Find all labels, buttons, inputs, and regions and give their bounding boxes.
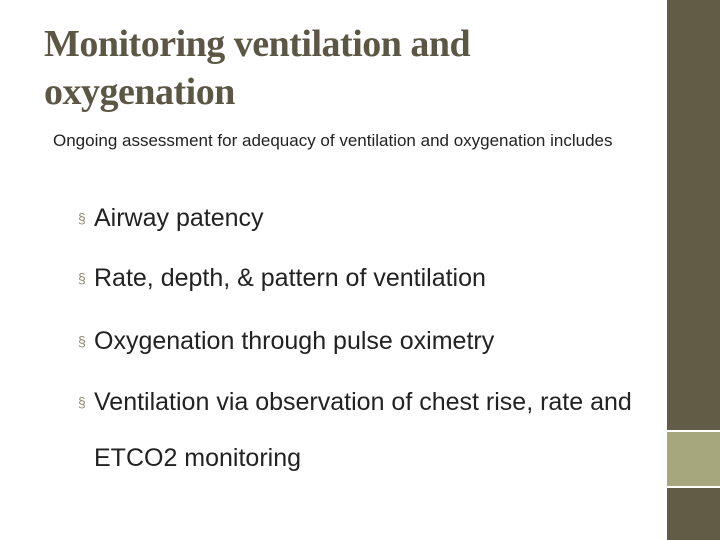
bullet-marker-icon: §: [78, 394, 86, 410]
bullet-item: [78, 250, 658, 306]
bullet-text: Ventilation via observation of chest rise, rate and ETCO2 monitoring: [94, 388, 632, 472]
slide-title: Monitoring ventilation and oxygenation: [44, 23, 471, 113]
bullet-item: [78, 190, 658, 246]
bullet-text: Airway patency: [94, 204, 264, 232]
bullet-text: Rate, depth, & pattern of ventilation: [94, 264, 486, 292]
bullet-marker-icon: §: [78, 270, 86, 286]
bullet-item: [78, 313, 658, 369]
bullet-marker-icon: §: [78, 333, 86, 349]
intro-text: Ongoing assessment for adequacy of ventilation and oxygenation includes: [53, 131, 613, 150]
bullet-marker-icon: §: [78, 210, 86, 226]
sidebar-decoration-top: [667, 0, 720, 430]
sidebar-decoration-bottom: [667, 488, 720, 540]
bullet-item: [78, 374, 658, 486]
sidebar-decoration-accent: [667, 432, 720, 486]
bullet-text: Oxygenation through pulse oximetry: [94, 327, 495, 355]
